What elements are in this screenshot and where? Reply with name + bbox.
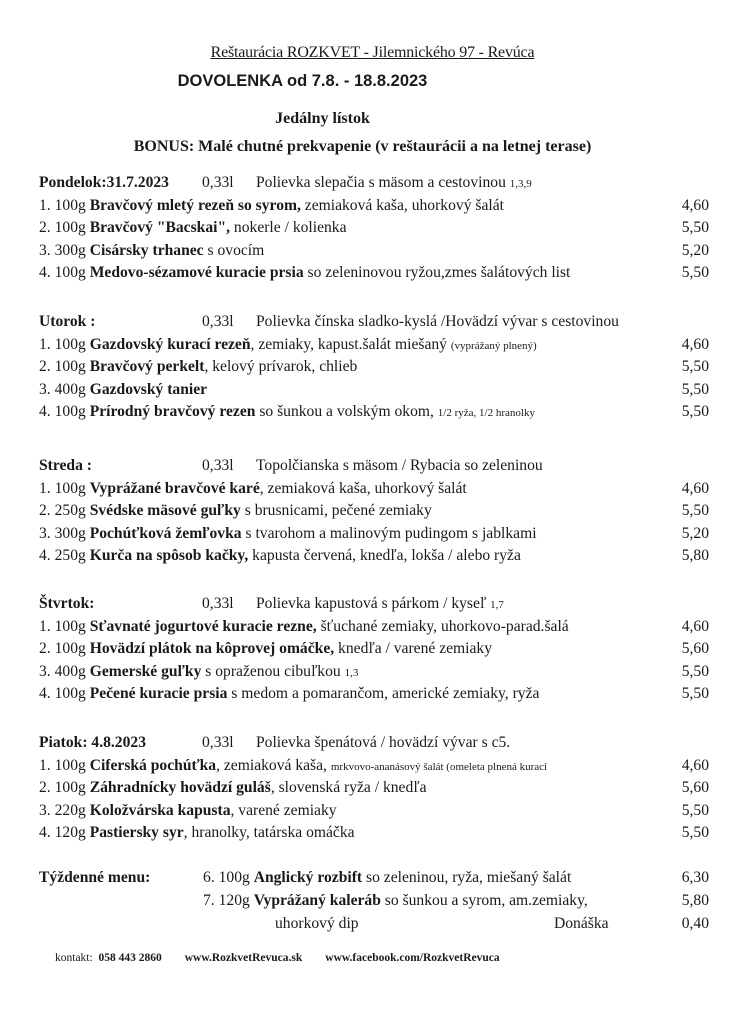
soup-name bbox=[256, 172, 532, 196]
item-description: s medom a pomarančom, americké zemiaky, ryža bbox=[227, 685, 540, 702]
item-name: Pečené kuracie prsia bbox=[89, 685, 228, 702]
item-name: Svédske mäsové guľky bbox=[89, 502, 241, 519]
item-name: Vyprážané bravčové karé bbox=[89, 479, 260, 497]
menu-item bbox=[39, 240, 709, 263]
item-number: 2. 100g bbox=[39, 219, 86, 236]
item-description: , kelový prívarok, chlieb bbox=[204, 358, 358, 375]
item-name: Bravčový perkelt bbox=[89, 358, 205, 375]
weekly-row bbox=[39, 912, 709, 935]
item-note: (vyprážaný plnený) bbox=[450, 339, 537, 352]
soup-row bbox=[39, 455, 709, 478]
item-name: Ciferská pochúťka bbox=[89, 756, 217, 774]
item-name: Pochúťková žemľovka bbox=[89, 524, 242, 542]
soup-row bbox=[39, 172, 709, 195]
menu-item bbox=[39, 777, 709, 800]
item-description: , zemiaková kaša, uhorkový šalát bbox=[259, 479, 467, 497]
item-number: 7. 120g bbox=[203, 892, 254, 909]
menu-item bbox=[39, 217, 709, 240]
item-number: 4. 120g bbox=[39, 824, 86, 841]
restaurant-address: Reštaurácia ROZKVET - Jilemnického 97 - Revúca bbox=[210, 44, 535, 61]
item-name: Koložvárska kapusta bbox=[89, 801, 231, 819]
item-description: so šunkou a volským okom, bbox=[255, 403, 438, 420]
item-price: 5,50 bbox=[680, 356, 709, 379]
day-section bbox=[39, 311, 709, 424]
item-description: , zemiaky, kapust.šalát miešaný bbox=[250, 335, 451, 353]
soup-volume: 0,33l bbox=[202, 595, 234, 612]
item-number: 1. 100g bbox=[39, 479, 86, 497]
soup-allergens: 1,7 bbox=[490, 599, 504, 611]
item-description: , hranolky, tatárska omáčka bbox=[183, 824, 355, 841]
day-name: Piatok: 4.8.2023 bbox=[39, 734, 146, 751]
item-note: 1,3 bbox=[344, 666, 359, 679]
item-description: , slovenská ryža / knedľa bbox=[270, 779, 427, 796]
item-description: kapusta červená, knedľa, lokša / alebo ryža bbox=[248, 547, 521, 564]
weekly-row bbox=[39, 866, 709, 889]
item-number: 1. 100g bbox=[39, 617, 86, 635]
item-number: 2. 250g bbox=[39, 502, 86, 519]
contact-footer bbox=[55, 952, 500, 964]
soup-name bbox=[256, 455, 543, 479]
soup-text: Polievka čínska sladko-kyslá /Hovädzí vývar s cestovinou bbox=[256, 313, 619, 330]
bonus-notice: BONUS: Malé chutné prekvapenie (v reštaurácii a na letnej terase) bbox=[133, 138, 592, 155]
website-link[interactable]: www.RozkvetRevuca.sk bbox=[184, 952, 303, 964]
item-name: Anglický rozbift bbox=[253, 869, 363, 886]
item-price: 5,50 bbox=[680, 500, 709, 523]
item-name: Kurča na spôsob kačky, bbox=[89, 547, 249, 564]
item-price: 6,30 bbox=[680, 866, 709, 889]
day-name: Pondelok:31.7.2023 bbox=[39, 174, 169, 191]
item-price: 4,60 bbox=[680, 334, 709, 357]
item-price: 5,50 bbox=[680, 683, 709, 706]
item-price: 5,50 bbox=[680, 262, 709, 285]
soup-name bbox=[256, 593, 504, 617]
weekly-item bbox=[203, 866, 571, 889]
menu-item bbox=[39, 616, 709, 639]
item-number: 4. 100g bbox=[39, 403, 86, 420]
soup-volume: 0,33l bbox=[202, 174, 234, 191]
contact-label: kontakt: bbox=[55, 952, 93, 964]
menu-title: Jedálny lístok bbox=[275, 110, 370, 127]
item-name: Gemerské guľky bbox=[89, 662, 202, 680]
soup-row bbox=[39, 311, 709, 334]
menu-item bbox=[39, 401, 709, 424]
menu-item bbox=[39, 500, 709, 523]
weekly-menu bbox=[39, 866, 709, 935]
soup-row bbox=[39, 593, 709, 616]
item-name: Gazdovský kurací rezeň bbox=[89, 335, 251, 353]
item-description: so šunkou a syrom, am.zemiaky, bbox=[380, 892, 588, 909]
facebook-link[interactable]: www.facebook.com/RozkvetRevuca bbox=[325, 952, 500, 964]
item-name: Prírodný bravčový rezen bbox=[89, 403, 256, 420]
item-price: 5,80 bbox=[680, 545, 709, 568]
item-price: 5,60 bbox=[680, 638, 709, 661]
soup-volume: 0,33l bbox=[202, 734, 234, 751]
menu-item bbox=[39, 195, 709, 218]
soup-text: Polievka kapustová s párkom / kyseľ bbox=[256, 595, 487, 612]
soup-volume: 0,33l bbox=[202, 457, 234, 474]
menu-item bbox=[39, 800, 709, 823]
item-number: 2. 100g bbox=[39, 779, 86, 796]
item-price: 5,50 bbox=[680, 800, 709, 823]
menu-item bbox=[39, 523, 709, 546]
item-description: s ovocím bbox=[203, 241, 265, 259]
item-name: Medovo-sézamové kuracie prsia bbox=[89, 264, 304, 281]
item-number: 3. 400g bbox=[39, 380, 86, 398]
item-number: 2. 100g bbox=[39, 640, 86, 657]
menu-item bbox=[39, 822, 709, 845]
item-description: s opraženou cibuľkou bbox=[201, 662, 345, 680]
item-name: Záhradnícky hovädzí guláš bbox=[89, 779, 271, 796]
item-price: 5,50 bbox=[680, 822, 709, 845]
soup-text: Polievka špenátová / hovädzí vývar s c5. bbox=[256, 734, 511, 751]
soup-volume: 0,33l bbox=[202, 313, 234, 330]
menu-item bbox=[39, 379, 709, 402]
item-number: 4. 100g bbox=[39, 685, 86, 702]
item-number: 3. 220g bbox=[39, 801, 86, 819]
item-number: 3. 400g bbox=[39, 662, 86, 680]
item-description: s tvarohom a malinovým pudingom s jablkami bbox=[241, 524, 537, 542]
soup-row bbox=[39, 732, 709, 755]
menu-item bbox=[39, 262, 709, 285]
item-note: mrkvovo-ananásový šalát (omeleta plnená kurací bbox=[330, 760, 548, 773]
menu-item bbox=[39, 478, 709, 501]
menu-item bbox=[39, 334, 709, 357]
item-description: so zeleninou, ryža, miešaný šalát bbox=[362, 869, 572, 886]
delivery-price: 0,40 bbox=[680, 912, 709, 935]
item-name: Hovädzí plátok na kôprovej omáčke, bbox=[89, 640, 335, 657]
item-price: 5,60 bbox=[680, 777, 709, 800]
item-name: Vyprážaný kaleráb bbox=[253, 892, 381, 909]
item-description: so zeleninovou ryžou,zmes šalátových list bbox=[303, 264, 571, 281]
delivery-label: Donáška bbox=[554, 915, 609, 932]
item-number: 1. 100g bbox=[39, 196, 86, 214]
item-price: 5,50 bbox=[680, 401, 709, 424]
menu-item bbox=[39, 683, 709, 706]
menu-item bbox=[39, 755, 709, 778]
item-number: 1. 100g bbox=[39, 335, 86, 353]
day-section bbox=[39, 172, 709, 285]
soup-allergens: 1,3,9 bbox=[509, 178, 532, 190]
item-number: 2. 100g bbox=[39, 358, 86, 375]
weekly-row bbox=[39, 889, 709, 912]
item-name: Bravčový mletý rezeň so syrom, bbox=[89, 196, 301, 214]
soup-text: Topolčianska s mäsom / Rybacia so zeleninou bbox=[256, 457, 543, 474]
item-number: 4. 250g bbox=[39, 547, 86, 564]
item-number: 3. 300g bbox=[39, 524, 86, 542]
item-price: 5,50 bbox=[680, 217, 709, 240]
item-description: , varené zemiaky bbox=[230, 801, 337, 819]
menu-item bbox=[39, 545, 709, 568]
item-price: 5,20 bbox=[680, 523, 709, 546]
phone-number: 058 443 2860 bbox=[98, 952, 162, 964]
item-number: 1. 100g bbox=[39, 756, 86, 774]
day-name: Streda : bbox=[39, 457, 92, 474]
item-description: šťuchané zemiaky, uhorkovo-parad.šalá bbox=[316, 617, 569, 635]
item-name: Sťavnaté jogurtové kuracie rezne, bbox=[89, 617, 317, 635]
item-note: 1/2 ryža, 1/2 hranolky bbox=[437, 407, 535, 419]
item-description: zemiaková kaša, uhorkový šalát bbox=[300, 196, 504, 214]
day-name: Štvrtok: bbox=[39, 595, 95, 612]
item-price: 4,60 bbox=[680, 478, 709, 501]
item-description: , zemiaková kaša, bbox=[216, 756, 331, 774]
item-number: 4. 100g bbox=[39, 264, 86, 281]
item-price: 5,50 bbox=[680, 379, 709, 402]
vacation-notice: DOVOLENKA od 7.8. - 18.8.2023 bbox=[177, 72, 428, 90]
weekly-item bbox=[203, 889, 588, 912]
soup-name bbox=[256, 311, 619, 335]
item-name: Cisársky trhanec bbox=[89, 241, 204, 259]
weekly-dip: uhorkový dip bbox=[275, 915, 359, 932]
item-description: knedľa / varené zemiaky bbox=[334, 640, 493, 657]
item-name: Pastiersky syr bbox=[89, 824, 184, 841]
item-name: Bravčový "Bacskai", bbox=[89, 219, 231, 236]
item-price: 5,50 bbox=[680, 661, 709, 684]
day-name: Utorok : bbox=[39, 313, 96, 330]
day-section bbox=[39, 732, 709, 845]
item-price: 4,60 bbox=[680, 616, 709, 639]
weekly-label: Týždenné menu: bbox=[39, 869, 151, 886]
item-price: 5,20 bbox=[680, 240, 709, 263]
day-section bbox=[39, 455, 709, 568]
day-section bbox=[39, 593, 709, 706]
item-description: s brusnicami, pečené zemiaky bbox=[240, 502, 432, 519]
item-price: 4,60 bbox=[680, 195, 709, 218]
item-price: 5,80 bbox=[680, 889, 709, 912]
menu-item bbox=[39, 356, 709, 379]
soup-text: Polievka slepačia s mäsom a cestovinou bbox=[256, 174, 506, 191]
soup-name bbox=[256, 732, 510, 756]
item-number: 3. 300g bbox=[39, 241, 86, 259]
item-name: Gazdovský tanier bbox=[89, 380, 208, 398]
item-description: nokerle / kolienka bbox=[230, 219, 347, 236]
item-price: 4,60 bbox=[680, 755, 709, 778]
menu-item bbox=[39, 661, 709, 684]
menu-item bbox=[39, 638, 709, 661]
item-number: 6. 100g bbox=[203, 869, 254, 886]
